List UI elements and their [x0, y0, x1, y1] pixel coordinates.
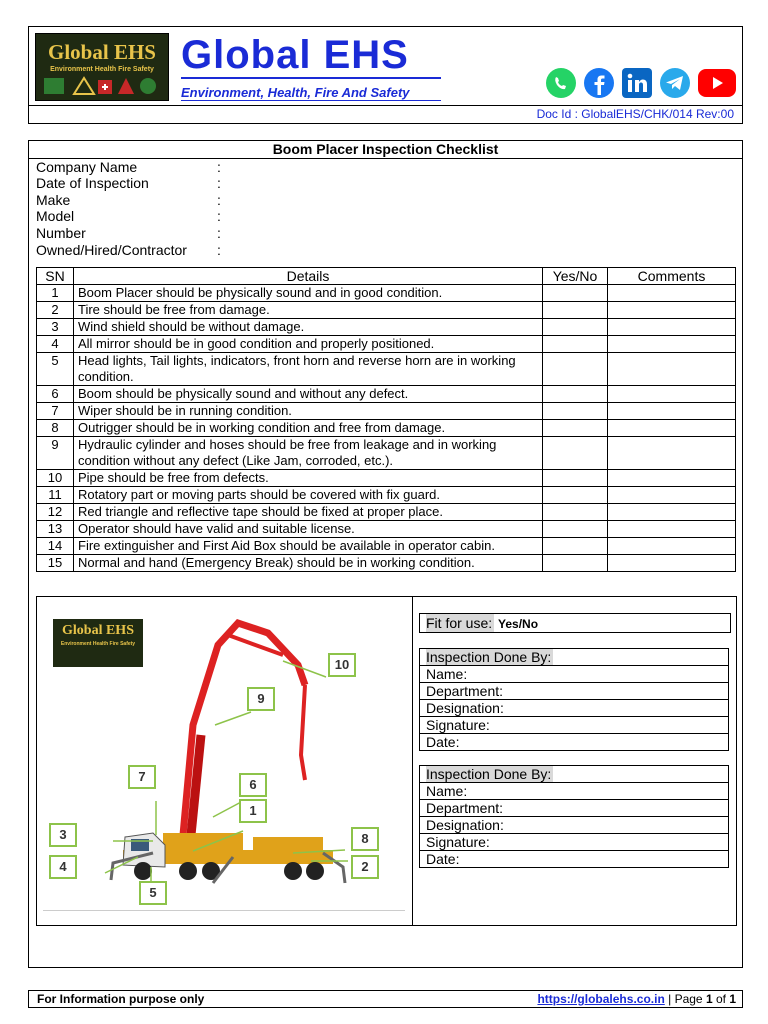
whatsapp-icon[interactable]: [545, 67, 577, 99]
info-label-ownership: Owned/Hired/Contractor: [36, 242, 187, 258]
table-row: [37, 470, 736, 487]
page-prefix: | Page: [664, 992, 706, 1006]
inspection-box-2: [419, 765, 729, 868]
row-details: Normal and hand (Emergency Break) should be in working condition.: [74, 555, 543, 572]
row-sn: 15: [37, 555, 74, 572]
diagram-logo: [53, 619, 143, 667]
info-colon: :: [217, 225, 221, 241]
row-comments-cell[interactable]: [608, 521, 736, 538]
header-divider: [29, 105, 742, 106]
row-comments-cell[interactable]: [608, 504, 736, 521]
info-label-company: Company Name: [36, 159, 138, 175]
row-sn: 4: [37, 336, 74, 353]
website-link[interactable]: https://globalehs.co.in: [537, 992, 665, 1006]
checklist-rows: [37, 285, 736, 572]
document-footer: [28, 990, 743, 1008]
logo-safety-icons: [42, 76, 162, 96]
name-field[interactable]: Name:: [420, 783, 728, 800]
document-id: Doc Id : GlobalEHS/CHK/014 Rev:00: [536, 107, 734, 121]
info-colon: :: [217, 175, 221, 191]
brand-title: Global EHS: [181, 33, 409, 77]
date-field[interactable]: Date:: [426, 734, 460, 750]
row-comments-cell[interactable]: [608, 538, 736, 555]
info-colon: :: [217, 242, 221, 258]
row-yes-no-cell[interactable]: [543, 487, 608, 504]
table-row: [37, 353, 736, 386]
row-comments-cell[interactable]: [608, 437, 736, 470]
telegram-icon[interactable]: [659, 67, 691, 99]
row-yes-no-cell[interactable]: [543, 538, 608, 555]
info-label-model: Model: [36, 208, 75, 224]
column-header-comments: Comments: [608, 268, 736, 285]
row-sn: 13: [37, 521, 74, 538]
info-colon: :: [217, 208, 221, 224]
fit-for-use-value[interactable]: Yes/No: [498, 617, 539, 631]
designation-field[interactable]: Designation:: [420, 817, 728, 834]
row-yes-no-cell[interactable]: [543, 470, 608, 487]
info-label-make: Make: [36, 192, 71, 208]
facebook-icon[interactable]: [583, 67, 615, 99]
column-header-details: Details: [74, 268, 543, 285]
row-yes-no-cell[interactable]: [543, 403, 608, 420]
row-sn: 7: [37, 403, 74, 420]
checklist-frame: [28, 140, 743, 968]
row-comments-cell[interactable]: [608, 353, 736, 386]
row-details: Pipe should be free from defects.: [74, 470, 543, 487]
row-details: Operator should have valid and suitable license.: [74, 521, 543, 538]
table-header-row: [37, 268, 736, 285]
callout-8: 8: [351, 827, 379, 851]
fit-for-use-label: Fit for use:: [426, 615, 493, 631]
callout-6: 6: [239, 773, 267, 797]
table-row: [37, 487, 736, 504]
column-header-sn: SN: [37, 268, 74, 285]
row-yes-no-cell[interactable]: [543, 386, 608, 403]
checklist-table: [36, 267, 736, 572]
linkedin-icon[interactable]: [621, 67, 653, 99]
table-row: [37, 336, 736, 353]
row-details: Wind shield should be without damage.: [74, 319, 543, 336]
table-row: [37, 437, 736, 470]
table-row: [37, 420, 736, 437]
row-details: Boom should be physically sound and without any defect.: [74, 386, 543, 403]
info-label-number: Number: [36, 225, 86, 241]
row-details: Red triangle and reflective tape should be fixed at proper place.: [74, 504, 543, 521]
callout-7: 7: [128, 765, 156, 789]
table-row: [37, 319, 736, 336]
table-row: [37, 386, 736, 403]
social-links: [545, 67, 737, 101]
logo-text: Global EHS: [48, 40, 156, 64]
row-yes-no-cell[interactable]: [543, 353, 608, 386]
row-yes-no-cell[interactable]: [543, 504, 608, 521]
callout-4: 4: [49, 855, 77, 879]
row-details: Head lights, Tail lights, indicators, front horn and reverse horn are in working condition.: [74, 353, 543, 386]
page-total: 1: [729, 992, 736, 1006]
column-header-yes-no: Yes/No: [543, 268, 608, 285]
document-header: [28, 26, 743, 124]
callout-9: 9: [247, 687, 275, 711]
row-yes-no-cell[interactable]: [543, 555, 608, 572]
row-yes-no-cell[interactable]: [543, 521, 608, 538]
row-yes-no-cell[interactable]: [543, 437, 608, 470]
row-sn: 1: [37, 285, 74, 302]
table-row: [37, 555, 736, 572]
row-comments-cell[interactable]: [608, 487, 736, 504]
row-sn: 9: [37, 437, 74, 470]
table-row: [37, 302, 736, 319]
table-row: [37, 521, 736, 538]
row-details: Wiper should be in running condition.: [74, 403, 543, 420]
row-comments-cell[interactable]: [608, 555, 736, 572]
row-comments-cell[interactable]: [608, 319, 736, 336]
inspection-heading: Inspection Done By:: [426, 649, 552, 665]
row-details: Boom Placer should be physically sound and in good condition.: [74, 285, 543, 302]
row-sn: 14: [37, 538, 74, 555]
row-sn: 11: [37, 487, 74, 504]
row-yes-no-cell[interactable]: [543, 336, 608, 353]
department-field[interactable]: Department:: [420, 683, 728, 700]
footer-disclaimer: For Information purpose only: [37, 992, 205, 1006]
row-comments-cell[interactable]: [608, 386, 736, 403]
panel-divider: [412, 597, 413, 925]
brand-underline: [181, 77, 441, 79]
row-yes-no-cell[interactable]: [543, 319, 608, 336]
callout-2: 2: [351, 855, 379, 879]
row-details: Tire should be free from damage.: [74, 302, 543, 319]
footer-page-info: [537, 991, 736, 1007]
callout-10: 10: [328, 653, 356, 677]
row-comments-cell[interactable]: [608, 403, 736, 420]
page-number: 1: [705, 992, 713, 1006]
row-details: All mirror should be in good condition and properly positioned.: [74, 336, 543, 353]
row-comments-cell[interactable]: [608, 302, 736, 319]
fit-for-use-box: [419, 613, 731, 633]
department-field[interactable]: Department:: [420, 800, 728, 817]
row-details: Outrigger should be in working condition and free from damage.: [74, 420, 543, 437]
table-row: [37, 538, 736, 555]
inspection-box-1: [419, 648, 729, 751]
checklist-title: Boom Placer Inspection Checklist: [29, 141, 742, 159]
inspection-panel: [36, 596, 737, 926]
row-yes-no-cell[interactable]: [543, 285, 608, 302]
row-comments-cell[interactable]: [608, 336, 736, 353]
logo-subtext: Environment Health Fire Safety: [50, 66, 154, 73]
youtube-icon[interactable]: [697, 67, 737, 99]
row-sn: 5: [37, 353, 74, 386]
table-row: [37, 504, 736, 521]
row-details: Hydraulic cylinder and hoses should be free from leakage and in working condition without any defect (Like Jam, corroded, etc.).: [74, 437, 543, 470]
diagram-logo-subtext: Environment Health Fire Safety: [60, 641, 136, 647]
date-field[interactable]: Date:: [426, 851, 460, 867]
row-sn: 2: [37, 302, 74, 319]
tagline-underline: [181, 100, 441, 101]
row-comments-cell[interactable]: [608, 285, 736, 302]
row-sn: 12: [37, 504, 74, 521]
row-sn: 3: [37, 319, 74, 336]
row-sn: 8: [37, 420, 74, 437]
brand-tagline: Environment, Health, Fire And Safety: [181, 85, 410, 100]
name-field[interactable]: Name:: [420, 666, 728, 683]
info-label-date: Date of Inspection: [36, 175, 149, 191]
callout-1: 1: [239, 799, 267, 823]
info-colon: :: [217, 192, 221, 208]
designation-field[interactable]: Designation:: [420, 700, 728, 717]
row-details: Fire extinguisher and First Aid Box should be available in operator cabin.: [74, 538, 543, 555]
signature-field[interactable]: Signature:: [420, 717, 728, 734]
row-details: Rotatory part or moving parts should be covered with fix guard.: [74, 487, 543, 504]
row-comments-cell[interactable]: [608, 420, 736, 437]
row-sn: 10: [37, 470, 74, 487]
signature-field[interactable]: Signature:: [420, 834, 728, 851]
info-colon: :: [217, 159, 221, 175]
row-sn: 6: [37, 386, 74, 403]
callout-5: 5: [139, 881, 167, 905]
page-of: of: [712, 992, 730, 1006]
boom-placer-diagram: [43, 605, 405, 911]
row-yes-no-cell[interactable]: [543, 302, 608, 319]
row-yes-no-cell[interactable]: [543, 420, 608, 437]
table-row: [37, 403, 736, 420]
company-logo: [35, 33, 169, 101]
diagram-logo-text: Global EHS: [62, 623, 134, 638]
callout-3: 3: [49, 823, 77, 847]
inspection-heading: Inspection Done By:: [426, 766, 552, 782]
table-row: [37, 285, 736, 302]
row-comments-cell[interactable]: [608, 470, 736, 487]
